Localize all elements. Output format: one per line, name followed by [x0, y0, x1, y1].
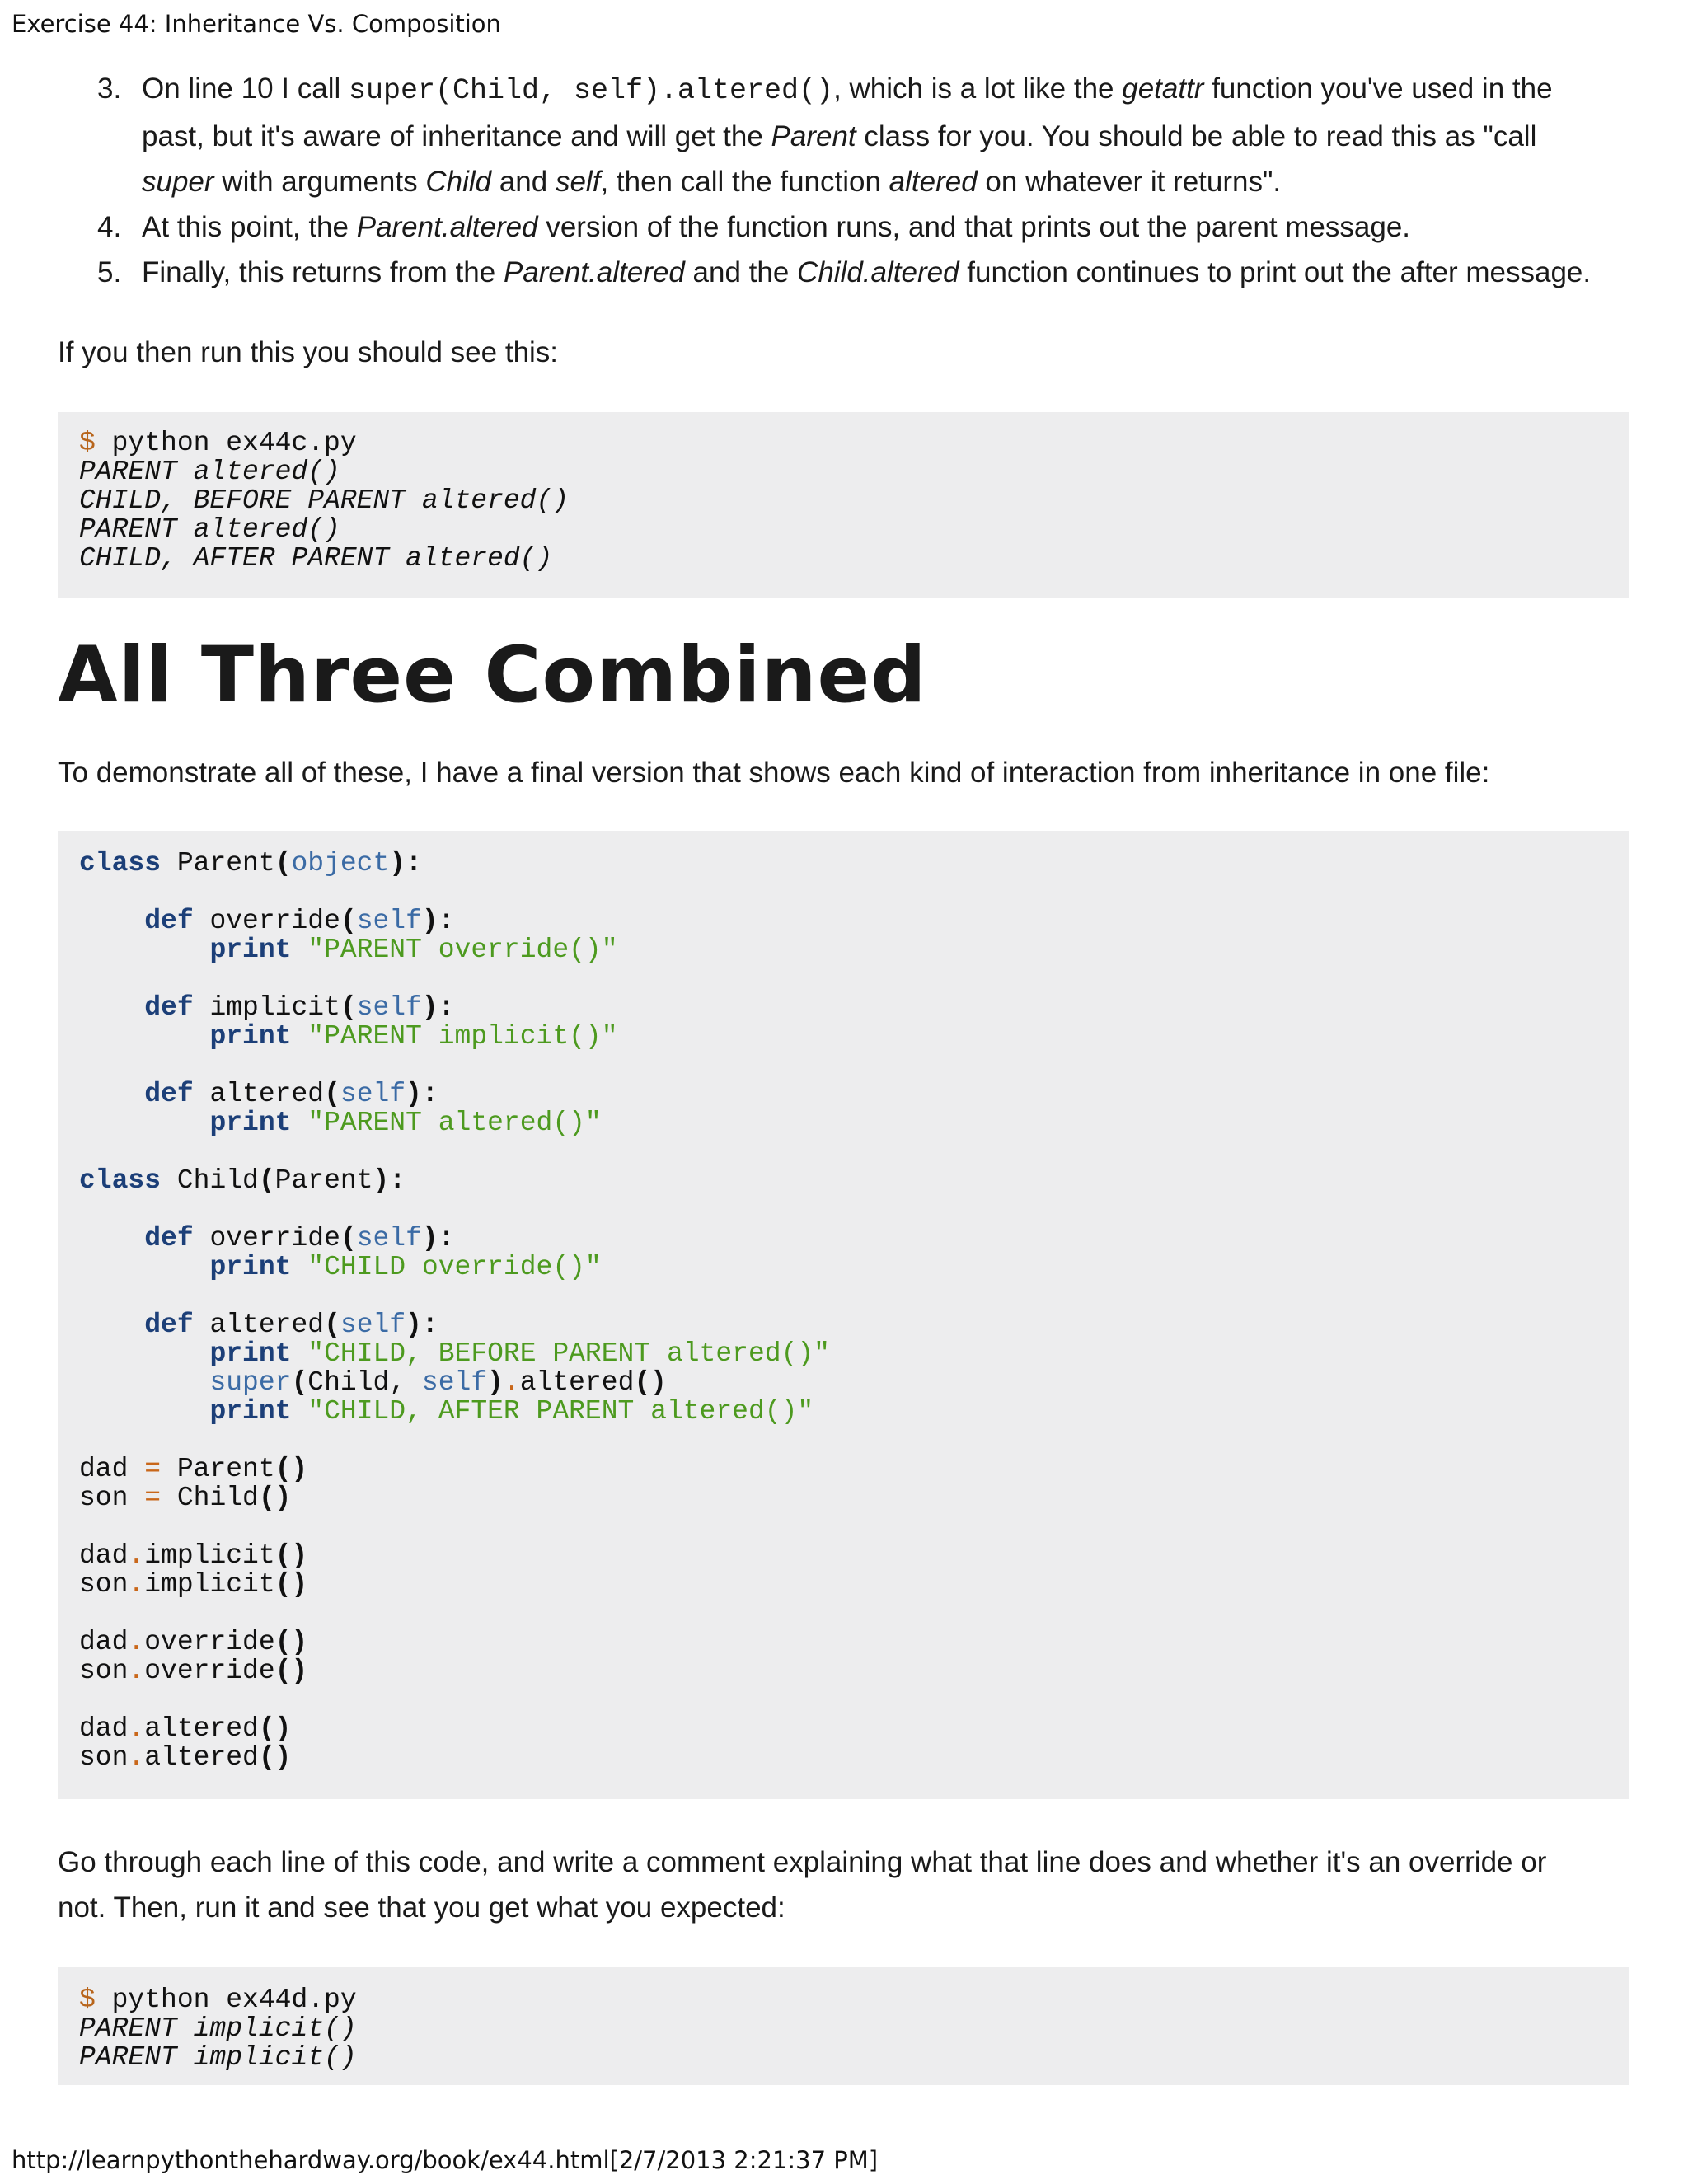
- steps-list: [82, 66, 1648, 295]
- code-token: (): [274, 1569, 308, 1600]
- code-token: .: [128, 1656, 145, 1686]
- print-header-title: Exercise 44: Inheritance Vs. Composition: [12, 10, 501, 38]
- code-line: [79, 1570, 1608, 1599]
- code-token: [79, 1396, 209, 1427]
- emphasis-text: super: [142, 166, 214, 198]
- code-token: Child,: [307, 1367, 422, 1398]
- code-line: [79, 1051, 1608, 1080]
- emphasis-text: Child.altered: [797, 256, 959, 288]
- code-token: self: [356, 1223, 422, 1254]
- code-token: CHILD, BEFORE PARENT altered(): [79, 485, 570, 516]
- code-token: son: [79, 1483, 145, 1513]
- code-token: def: [144, 906, 194, 936]
- code-token: (: [274, 848, 292, 879]
- code-token: override: [193, 906, 340, 936]
- code-token: [79, 1338, 209, 1369]
- code-token: son: [79, 1569, 129, 1600]
- code-token: self: [421, 1367, 488, 1398]
- code-line: [79, 544, 1608, 573]
- code-token: ):: [406, 1310, 438, 1340]
- code-token: self: [356, 992, 422, 1023]
- code-token: (: [324, 1079, 340, 1109]
- code-token: override: [144, 1627, 275, 1657]
- instructions-line: Go through each line of this code, and write a comment explaining what that line does and whether it's an override or: [58, 1846, 1547, 1878]
- code-token: "CHILD, BEFORE PARENT altered()": [307, 1338, 830, 1369]
- emphasis-text: Parent: [771, 120, 856, 152]
- code-token: (): [258, 1713, 292, 1744]
- code-token: .: [503, 1367, 520, 1398]
- step-text: Finally, this returns from the: [142, 256, 504, 288]
- code-token: self: [340, 1079, 406, 1109]
- step-number: 3.: [97, 73, 122, 105]
- code-token: print: [209, 1338, 292, 1369]
- code-line: [79, 1426, 1608, 1455]
- step-text: and: [491, 166, 556, 198]
- code-token: [79, 1252, 209, 1282]
- code-token: $: [79, 428, 96, 458]
- code-token: altered: [144, 1742, 259, 1773]
- code-line: [79, 1599, 1608, 1628]
- code-token: Child: [161, 1483, 259, 1513]
- code-line: [79, 457, 1608, 486]
- code-token: son: [79, 1656, 129, 1686]
- instructions-text: [58, 1840, 1640, 1930]
- code-token: PARENT altered(): [79, 514, 340, 545]
- step-text: version of the function runs, and that prints out the parent message.: [537, 211, 1411, 243]
- code-token: "CHILD override()": [307, 1252, 602, 1282]
- code-token: (: [258, 1165, 275, 1196]
- step-text: function you've used in the: [1203, 73, 1553, 105]
- code-token: Parent: [161, 1454, 275, 1484]
- code-line: [79, 1310, 1608, 1339]
- code-line: [79, 515, 1608, 544]
- instructions-line: not. Then, run it and see that you get what you expected:: [58, 1891, 785, 1924]
- code-token: override: [144, 1656, 275, 1686]
- combined-intro-text: To demonstrate all of these, I have a final version that shows each kind of interaction from inheritance in one file:: [58, 757, 1490, 789]
- step-text: and the: [684, 256, 798, 288]
- code-token: [79, 1108, 209, 1138]
- code-line: [79, 964, 1608, 993]
- code-line: [79, 1541, 1608, 1570]
- code-token: def: [144, 1310, 194, 1340]
- code-token: (: [340, 1223, 357, 1254]
- code-token: .: [128, 1569, 145, 1600]
- code-token: Parent: [161, 848, 275, 879]
- code-line: [79, 1195, 1608, 1224]
- step-number: 5.: [97, 256, 122, 288]
- code-token: print: [209, 1021, 292, 1052]
- code-line: [79, 1253, 1608, 1282]
- code-token: "PARENT altered()": [307, 1108, 602, 1138]
- code-token: altered: [193, 1310, 325, 1340]
- code-token: (: [340, 992, 357, 1023]
- code-line: [79, 2014, 1608, 2043]
- code-token: .: [128, 1713, 145, 1744]
- code-token: ):: [421, 992, 455, 1023]
- code-token: Parent: [274, 1165, 373, 1196]
- code-token: altered: [144, 1713, 259, 1744]
- code-token: implicit: [144, 1569, 275, 1600]
- code-token: altered: [193, 1079, 325, 1109]
- code-token: =: [144, 1454, 162, 1484]
- emphasis-text: altered: [889, 166, 978, 198]
- code-token: ):: [406, 1079, 438, 1109]
- code-token: super: [209, 1367, 292, 1398]
- code-line: [79, 429, 1608, 457]
- code-token: (: [340, 906, 357, 936]
- code-line: [79, 1224, 1608, 1253]
- code-line: [79, 1512, 1608, 1541]
- code-token: [79, 1367, 209, 1398]
- code-line: [79, 1080, 1608, 1108]
- code-token: [79, 1079, 144, 1109]
- code-token: $: [79, 1985, 96, 2015]
- code-token: "PARENT implicit()": [307, 1021, 618, 1052]
- code-token: CHILD, AFTER PARENT altered(): [79, 543, 553, 574]
- code-line: [79, 1714, 1608, 1743]
- code-line: [79, 849, 1608, 878]
- code-line: [79, 1628, 1608, 1657]
- emphasis-text: getattr: [1122, 73, 1204, 105]
- code-token: class: [79, 1165, 162, 1196]
- code-token: [291, 1252, 307, 1282]
- code-token: (): [274, 1656, 308, 1686]
- step-text: , then call the function: [600, 166, 889, 198]
- code-token: ):: [373, 1165, 406, 1196]
- code-token: (: [324, 1310, 340, 1340]
- step-text: with arguments: [213, 166, 426, 198]
- code-token: dad: [79, 1540, 129, 1571]
- code-line: [79, 1483, 1608, 1512]
- code-line: [79, 1455, 1608, 1483]
- code-listing-ex44d: [58, 831, 1629, 1799]
- step-text: , which is a lot like the: [833, 73, 1123, 105]
- emphasis-text: Parent.altered: [356, 211, 538, 243]
- code-line: [79, 1166, 1608, 1195]
- code-line: [79, 1108, 1608, 1137]
- emphasis-text: self: [555, 166, 601, 198]
- code-line: [79, 1397, 1608, 1426]
- code-line: [79, 1282, 1608, 1310]
- step-line: [142, 159, 1648, 204]
- code-token: [291, 1338, 307, 1369]
- terminal-output-ex44c: [58, 412, 1629, 598]
- code-token: ): [487, 1367, 504, 1398]
- code-token: PARENT altered(): [79, 457, 340, 487]
- code-token: ):: [389, 848, 422, 879]
- step-line: [142, 204, 1648, 250]
- code-token: "CHILD, AFTER PARENT altered()": [307, 1396, 814, 1427]
- code-line: [79, 878, 1608, 907]
- step-line: [142, 66, 1648, 114]
- print-footer-url: http://learnpythonthehardway.org/book/ex44.html[2/7/2013 2:21:37 PM]: [12, 2146, 879, 2174]
- code-token: class: [79, 848, 162, 879]
- section-heading: All Three Combined: [58, 630, 927, 720]
- code-token: .: [128, 1627, 145, 1657]
- code-token: override: [193, 1223, 340, 1254]
- code-line: [79, 1657, 1608, 1685]
- code-token: "PARENT override()": [307, 935, 618, 965]
- code-token: python ex44c.py: [95, 428, 357, 458]
- step-item: [82, 204, 1648, 250]
- code-token: Child: [161, 1165, 259, 1196]
- code-token: print: [209, 1396, 292, 1427]
- code-token: [79, 906, 144, 936]
- emphasis-text: Child: [425, 166, 492, 198]
- code-token: [79, 1310, 144, 1340]
- code-token: (): [274, 1454, 308, 1484]
- code-line: [79, 1368, 1608, 1397]
- step-text: At this point, the: [142, 211, 357, 243]
- code-token: [79, 1223, 144, 1254]
- step-item: [82, 66, 1648, 204]
- code-line: [79, 1339, 1608, 1368]
- code-token: (): [258, 1483, 292, 1513]
- code-token: def: [144, 1223, 194, 1254]
- code-token: [291, 1021, 307, 1052]
- code-line: [79, 993, 1608, 1022]
- code-token: [291, 1108, 307, 1138]
- code-token: =: [144, 1483, 162, 1513]
- code-line: [79, 2043, 1608, 2072]
- code-token: .: [128, 1742, 145, 1773]
- code-line: [79, 907, 1608, 935]
- run-intro-text: If you then run this you should see this:: [58, 336, 559, 368]
- emphasis-text: Parent.altered: [503, 256, 685, 288]
- code-token: .: [128, 1540, 145, 1571]
- step-item: [82, 250, 1648, 295]
- code-line: [79, 935, 1608, 964]
- code-token: dad: [79, 1627, 129, 1657]
- code-token: ):: [421, 906, 455, 936]
- code-line: [79, 1985, 1608, 2014]
- code-token: dad: [79, 1713, 129, 1744]
- code-token: [291, 1396, 307, 1427]
- code-line: [79, 1685, 1608, 1714]
- step-text: past, but it's aware of inheritance and will get the: [142, 120, 771, 152]
- code-token: [79, 935, 209, 965]
- code-token: def: [144, 1079, 194, 1109]
- step-text: On line 10 I call: [142, 73, 349, 105]
- code-token: print: [209, 1108, 292, 1138]
- code-token: (): [274, 1540, 308, 1571]
- step-text: on whatever it returns".: [977, 166, 1282, 198]
- code-token: (): [274, 1627, 308, 1657]
- code-line: [79, 1743, 1608, 1772]
- code-token: self: [340, 1310, 406, 1340]
- step-text: class for you. You should be able to read this as "call: [856, 120, 1537, 152]
- code-token: [79, 1021, 209, 1052]
- code-token: (: [291, 1367, 308, 1398]
- code-token: ):: [421, 1223, 455, 1254]
- code-line: [79, 1022, 1608, 1051]
- code-token: print: [209, 935, 292, 965]
- code-token: dad: [79, 1454, 145, 1484]
- code-token: (): [258, 1742, 292, 1773]
- step-number: 4.: [97, 211, 122, 243]
- code-token: [291, 935, 307, 965]
- code-token: PARENT implicit(): [79, 2042, 357, 2073]
- code-line: [79, 486, 1608, 515]
- code-token: [79, 992, 144, 1023]
- code-token: python ex44d.py: [95, 1985, 357, 2015]
- code-token: self: [356, 906, 422, 936]
- code-token: implicit: [144, 1540, 275, 1571]
- step-line: [142, 114, 1648, 159]
- step-line: [142, 250, 1648, 295]
- code-token: PARENT implicit(): [79, 2013, 357, 2044]
- code-token: print: [209, 1252, 292, 1282]
- code-token: def: [144, 992, 194, 1023]
- code-token: altered: [519, 1367, 635, 1398]
- terminal-output-ex44d: [58, 1967, 1629, 2085]
- code-token: object: [291, 848, 390, 879]
- code-line: [79, 1137, 1608, 1166]
- code-token: (): [634, 1367, 667, 1398]
- code-token: son: [79, 1742, 129, 1773]
- step-text: function continues to print out the after message.: [959, 256, 1592, 288]
- inline-code: super(Child, self).altered(): [348, 74, 834, 107]
- code-token: implicit: [193, 992, 340, 1023]
